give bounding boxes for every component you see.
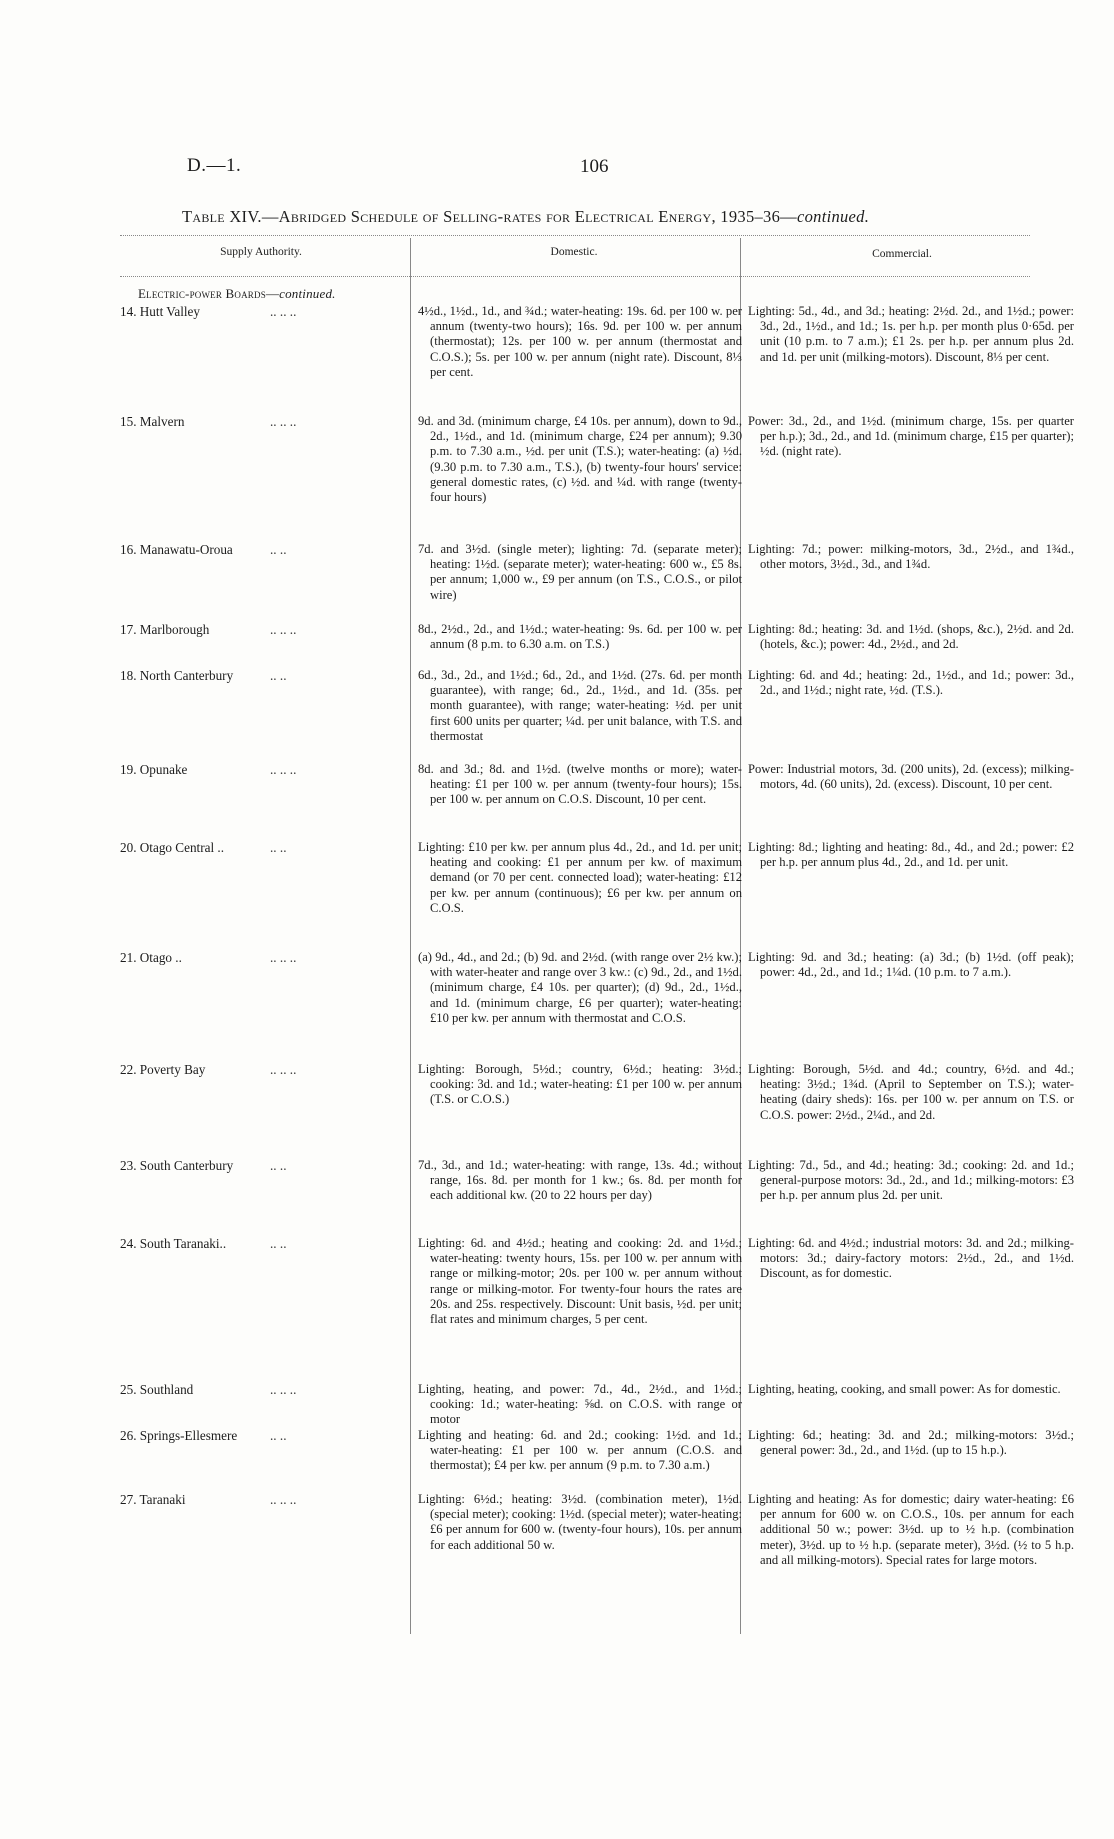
column-header-authority: Supply Authority. — [220, 246, 302, 258]
domestic-rates: Lighting and heating: 6d. and 2d.; cooking: 1½d. and 1d.; water-heating: £1 per 100 w. per annum (C.O.S. and thermostat); £4 per kw. per annum (9 p.m. to 7.30 a.m.) — [418, 1428, 742, 1473]
authority-name: 22. Poverty Bay .. .. .. — [120, 1062, 297, 1077]
column-divider-left — [410, 238, 411, 1634]
table-title-main: Table XIV.—Abridged Schedule of Selling-rates for Electrical Energy, 1935–36— — [182, 207, 797, 226]
authority-name: 16. Manawatu-Oroua .. .. — [120, 542, 287, 557]
domestic-rates: Lighting: Borough, 5½d.; country, 6½d.; heating: 3½d.; cooking: 3d. and 1d.; water-heating: £1 per 100 w. per annum (T.S. or C.O.S.) — [418, 1062, 742, 1107]
commercial-rates: Lighting and heating: As for domestic; dairy water-heating: £6 per annum for 600 w. on C.O.S., 10s. per annum for each additional 50 w.; power: 3½d. up to ½ h.p. (combination meter), 3½d. up to ½ h.p. (separate meter), 3½d. (½ to 5 h.p. and all milking-motors). Special rates for large motors. — [748, 1492, 1074, 1567]
authority-name: 17. Marlborough .. .. .. — [120, 622, 297, 637]
authority-name: 20. Otago Central .. .. .. — [120, 840, 287, 855]
table-top-rule — [120, 235, 1030, 236]
authority-name: 26. Springs-Ellesmere .. .. — [120, 1428, 287, 1443]
column-header-domestic: Domestic. — [550, 246, 598, 258]
authority-name: 15. Malvern .. .. .. — [120, 414, 297, 429]
authority-name: 19. Opunake .. .. .. — [120, 762, 297, 777]
domestic-rates: 8d. and 3d.; 8d. and 1½d. (twelve months or more); water-heating: £1 per 100 w. per annum (twenty-four hours); 15s. per 100 w. per annum on C.O.S. Discount, 10 per cent. — [418, 762, 742, 807]
domestic-rates: 6d., 3d., 2d., and 1½d.; 6d., 2d., and 1½d. (27s. 6d. per month guarantee), with range; 6d., 2d., 1½d., and 1d. (35s. per month guarantee), with range; water-heating: ½d. per unit first 600 units per quarter; ¼d. per unit balance, with T.S. and thermostat — [418, 668, 742, 743]
domestic-rates: Lighting, heating, and power: 7d., 4d., 2½d., and 1½d.; cooking: 1d.; water-heating: ⅝d. on C.O.S. with range or motor — [418, 1382, 742, 1427]
section-heading-label: Electric-power Boards— — [138, 286, 280, 301]
authority-name: 14. Hutt Valley .. .. .. — [120, 304, 297, 319]
table-title — [182, 207, 1022, 227]
commercial-rates: Lighting: 5d., 4d., and 3d.; heating: 2½d. 2d., and 1½d.; power: 3d., 2d., 1½d., and 1d.; 1s. per h.p. per month plus 0·65d. per unit (10 p.m. to 7 a.m.); £1 2s. per h.p. per annum plus 2d. and 1d. per unit (milking-motors). Discount, 8⅓ per cent. — [748, 304, 1074, 364]
section-heading — [138, 286, 336, 302]
section-heading-continued: continued. — [279, 286, 336, 301]
domestic-rates: 9d. and 3d. (minimum charge, £4 10s. per annum), down to 9d., 2d., 1½d., and 1d. (minimum charge, £24 per annum); 9.30 p.m. to 7.30 a.m., ½d. per unit (T.S.); water-heating: (a) ½d. (9.30 p.m. to 7.30 a.m., T.S.), (b) twenty-four hours' service: general domestic rates, (c) ½d. and ¼d. with range (twenty-four hours) — [418, 414, 742, 505]
domestic-rates: 4½d., 1½d., 1d., and ¾d.; water-heating: 19s. 6d. per 100 w. per annum (twenty-two hours); 16s. 9d. per 100 w. per annum (thermostat); 12s. per 100 w. per annum (thermostat and C.O.S.); 5s. per 100 w. per annum (night rate). Discount, 8⅓ per cent. — [418, 304, 742, 379]
domestic-rates: (a) 9d., 4d., and 2d.; (b) 9d. and 2½d. (with range over 2½ kw.); with water-heater and range over 3 kw.: (c) 9d., 2d., and 1½d. (minimum charge, £4 10s. per quarter); (d) 9d., 2d., 1½d., and 1d. (minimum charge, £6 per quarter); water-heating: £10 per kw. per annum with thermostat and C.O.S. — [418, 950, 742, 1025]
domestic-rates: 7d., 3d., and 1d.; water-heating: with range, 13s. 4d.; without range, 16s. 8d. per month for 1 kw.; 6s. 8d. per month for each additional kw. (20 to 22 hours per day) — [418, 1158, 742, 1203]
table-title-continued: continued. — [796, 207, 870, 226]
authority-name: 25. Southland .. .. .. — [120, 1382, 297, 1397]
header-bottom-rule — [120, 276, 1030, 277]
commercial-rates: Lighting: 8d.; lighting and heating: 8d., 4d., and 2d.; power: £2 per h.p. per annum plus 4d., 2d., and 1d. per unit. — [748, 840, 1074, 870]
commercial-rates: Lighting: 8d.; heating: 3d. and 1½d. (shops, &c.), 2½d. and 2d. (hotels, &c.); power: 4d., 2½d., and 2d. — [748, 622, 1074, 652]
commercial-rates: Lighting: 7d.; power: milking-motors, 3d., 2½d., and 1¾d., other motors, 3½d., 3d., and 1¾d. — [748, 542, 1074, 572]
commercial-rates: Lighting: 6d.; heating: 3d. and 2d.; milking-motors: 3½d.; general power: 3d., 2d., and 1½d. (up to 15 h.p.). — [748, 1428, 1074, 1458]
domestic-rates: Lighting: 6d. and 4½d.; heating and cooking: 2d. and 1½d.; water-heating: twenty hours, 15s. per 100 w. per annum with range or milking-motor; 20s. per 100 w. per annum without range or milking-motor. For twenty-four hours the rates are 20s. and 25s. respectively. Discount: Unit basis, ½d. per unit; flat rates and minimum charges, 5 per cent. — [418, 1236, 742, 1327]
commercial-rates: Lighting, heating, cooking, and small power: As for domestic. — [748, 1382, 1061, 1396]
domestic-rates: 7d. and 3½d. (single meter); lighting: 7d. (separate meter); heating: 1½d. (separate meter); water-heating: 600 w., £5 8s. per annum; 1,000 w., £9 per annum (on T.S., C.O.S., or pilot wire) — [418, 542, 742, 602]
domestic-rates: 8d., 2½d., 2d., and 1½d.; water-heating: 9s. 6d. per 100 w. per annum (8 p.m. to 6.30 a.m. on T.S.) — [418, 622, 742, 652]
commercial-rates: Power: Industrial motors, 3d. (200 units), 2d. (excess); milking-motors, 4d. (60 units), 2d. (excess). Discount, 10 per cent. — [748, 762, 1074, 792]
commercial-rates: Lighting: 6d. and 4d.; heating: 2d., 1½d., and 1d.; power: 3d., 2d., and 1½d.; night rate, ½d. (T.S.). — [748, 668, 1074, 698]
page-number: 106 — [580, 156, 609, 177]
commercial-rates: Lighting: 9d. and 3d.; heating: (a) 3d.; (b) 1½d. (off peak); power: 4d., 2d., and 1d.; 1¼d. (10 p.m. to 7 a.m.). — [748, 950, 1074, 980]
domestic-rates: Lighting: £10 per kw. per annum plus 4d., 2d., and 1d. per unit; heating and cooking: £1 per annum per kw. of maximum demand (or 70 per cent. connected load); water-heating: £12 per kw. per annum (continuous); £6 per kw. per annum on C.O.S. — [418, 840, 742, 915]
commercial-rates: Lighting: Borough, 5½d. and 4d.; country, 6½d. and 4d.; heating: 3½d.; 1¾d. (April to September on T.S.); water-heating (dairy sheds): 16s. per 100 w. per annum on T.S. or C.O.S. power: 2½d., 2¼d., and 2d. — [748, 1062, 1074, 1122]
authority-name: 24. South Taranaki.. .. .. — [120, 1236, 287, 1251]
column-header-commercial: Commercial. — [872, 248, 932, 260]
authority-name: 18. North Canterbury .. .. — [120, 668, 287, 683]
commercial-rates: Power: 3d., 2d., and 1½d. (minimum charge, 15s. per quarter per h.p.); 3d., 2d., and 1d. (minimum charge, £15 per quarter); ½d. (night rate). — [748, 414, 1074, 459]
commercial-rates: Lighting: 7d., 5d., and 4d.; heating: 3d.; cooking: 2d. and 1d.; general-purpose motors: 3d., 2d., and 1d.; milking-motors: £3 per h.p. per annum plus 2d. per unit. — [748, 1158, 1074, 1203]
domestic-rates: Lighting: 6½d.; heating: 3½d. (combination meter), 1½d. (special meter); cooking: 1½d. (special meter); water-heating: £6 per annum for 600 w. (twenty-four hours), 10s. per annum for each additional 50 w. — [418, 1492, 742, 1552]
authority-name: 27. Taranaki .. .. .. — [120, 1492, 297, 1507]
commercial-rates: Lighting: 6d. and 4½d.; industrial motors: 3d. and 2d.; milking-motors: 3d.; dairy-factory motors: 2½d., 2d., and 1½d. Discount, as for domestic. — [748, 1236, 1074, 1281]
document-reference: D.—1. — [187, 155, 242, 176]
authority-name: 23. South Canterbury .. .. — [120, 1158, 287, 1173]
authority-name: 21. Otago .. .. .. .. — [120, 950, 297, 965]
